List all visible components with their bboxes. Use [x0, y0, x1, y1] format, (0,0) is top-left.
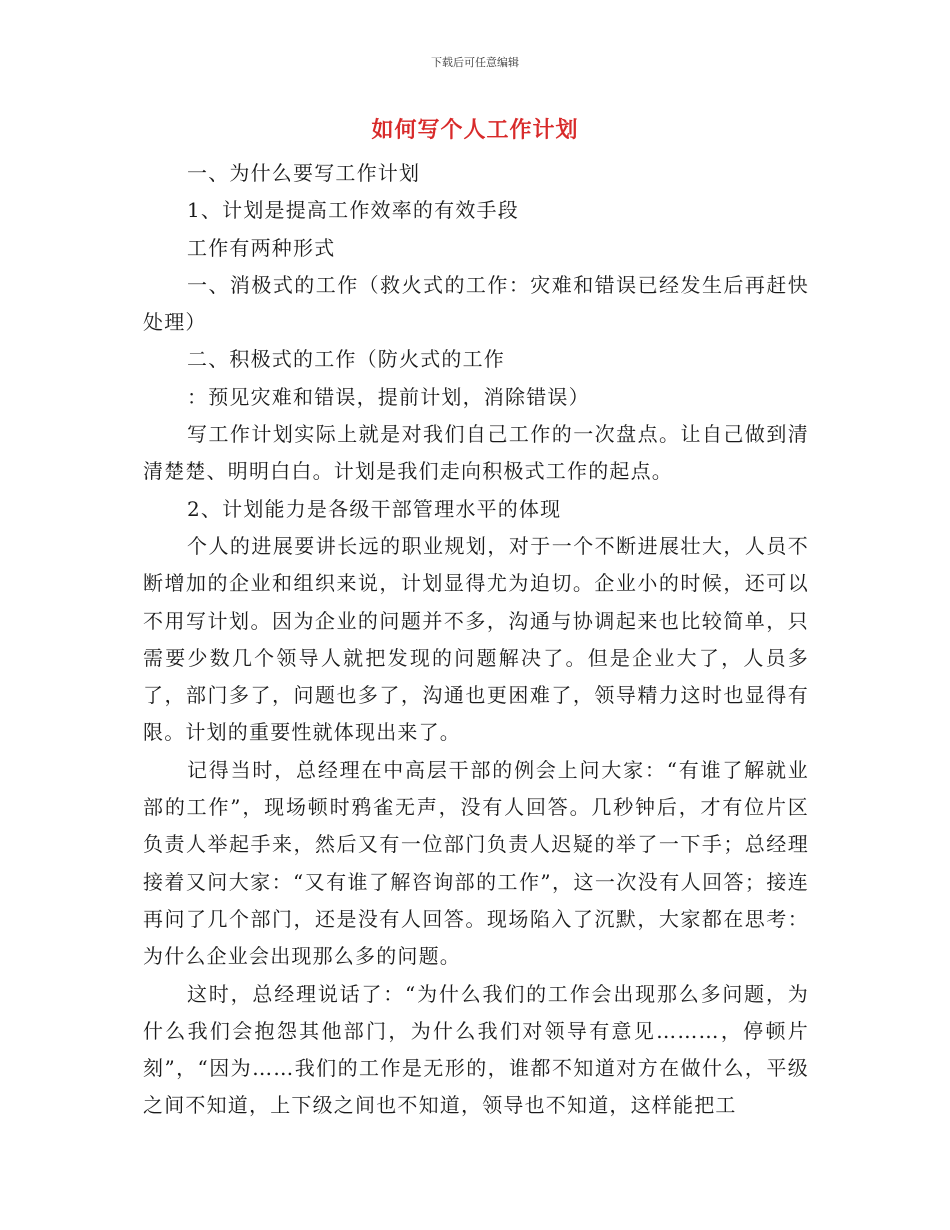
paragraph: 2、计划能力是各级干部管理水平的体现 — [187, 496, 562, 521]
paragraph: 一、为什么要写工作计划 — [187, 161, 421, 185]
paragraph: 个人的进展要讲长远的职业规划，对于一个不断进展壮大，人员不断增加的企业和组织来说，计划显得尤为迫切。企业小的时候，还可以不用写计划。因为企业的问题并不多，沟通与协调起来也比较简单，只需要少数几个领导人就把发现的问题解决了。但是企业大了，人员多了，部门多了，问题也多了，沟通也更困难了，领导精力这时也显得有限。计划的重要性就体现出来了。 — [143, 533, 809, 745]
paragraph: 工作有两种形式 — [187, 235, 336, 260]
header-note: 下载后可任意编辑 — [431, 56, 519, 69]
paragraph: 这时，总经理说话了：“为什么我们的工作会出现那么多问题，为什么我们会抱怨其他部门，为什么我们对领导有意见………，停顿片刻”，“因为……我们的工作是无形的，谁都不知道对方在做什么，平级之间不知道，上下级之间也不知道，领导也不知道，这样能把工 — [143, 981, 809, 1118]
paragraph: 写工作计划实际上就是对我们自己工作的一次盘点。让自己做到清清楚楚、明明白白。计划是我们走向积极式工作的起点。 — [143, 422, 809, 484]
paragraph: 二、积极式的工作（防火式的工作 — [187, 347, 505, 372]
paragraph: ：预见灾难和错误，提前计划，消除错误） — [187, 384, 590, 409]
document-body — [143, 155, 809, 1125]
paragraph: 一、消极式的工作（救火式的工作：灾难和错误已经发生后再赶快处理） — [143, 272, 809, 335]
document-title: 如何写个人工作计划 — [371, 118, 579, 143]
paragraph: 记得当时，总经理在中高层干部的例会上问大家：“有谁了解就业部的工作”，现场顿时鸦雀无声，没有人回答。几秒钟后，才有位片区负责人举起手来，然后又有一位部门负责人迟疑的举了一下手；总经理接着又问大家：“又有谁了解咨询部的工作”，这一次没有人回答；接连再问了几个部门，还是没有人回答。现场陷入了沉默，大家都在思考：为什么企业会出现那么多的问题。 — [143, 757, 809, 969]
paragraph: 1、计划是提高工作效率的有效手段 — [187, 198, 519, 223]
